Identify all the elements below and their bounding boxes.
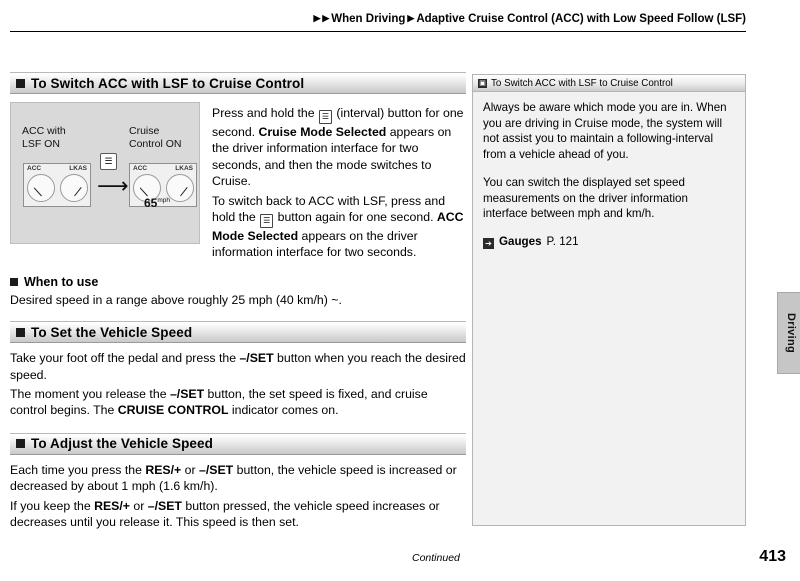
cluster-indicator-row bbox=[130, 164, 196, 172]
text-fragment: If you keep the bbox=[10, 498, 95, 513]
text-fragment: button, the set speed is fixed, and cruise control begins. The bbox=[10, 387, 428, 418]
set-speed-readout bbox=[144, 196, 170, 210]
note-title: To Switch ACC with LSF to Cruise Control bbox=[491, 77, 673, 89]
text-fragment: or bbox=[129, 498, 148, 513]
text-emphasis-set-button: –/SET bbox=[169, 387, 205, 402]
indicator-lkas: LKAS bbox=[69, 165, 87, 172]
breadcrumb-arrow-1: ▶ bbox=[313, 12, 321, 23]
bullet-square-icon bbox=[10, 278, 18, 286]
indicator-lkas: LKAS bbox=[175, 165, 193, 172]
section-heading-adjust-speed bbox=[10, 433, 466, 455]
figure-label-right bbox=[129, 125, 182, 150]
subsection-title: When to use bbox=[24, 274, 99, 289]
figure-label-right-line2: Control ON bbox=[129, 137, 182, 150]
text-fragment: or bbox=[181, 462, 200, 477]
cluster-indicator-row bbox=[24, 164, 90, 172]
interval-button-glyph-icon: ☰ bbox=[260, 214, 273, 228]
text-emphasis-set-button: –/SET bbox=[199, 462, 234, 477]
paragraph-when-to-use: Desired speed in a range above roughly 25 mph (40 km/h) ~. bbox=[10, 292, 342, 307]
cluster-gauges bbox=[130, 172, 196, 210]
paragraph-switch-to-cruise bbox=[212, 105, 466, 190]
cross-reference-page: P. 121 bbox=[546, 234, 579, 248]
breadcrumb bbox=[313, 8, 746, 30]
header-divider bbox=[10, 31, 746, 32]
text-emphasis-set-button: –/SET bbox=[239, 351, 274, 366]
text-emphasis-cruise-control-indicator: CRUISE CONTROL bbox=[117, 403, 229, 418]
paragraph-set-speed-1 bbox=[10, 350, 466, 383]
bullet-square-icon bbox=[16, 439, 25, 448]
section-title: To Set the Vehicle Speed bbox=[31, 324, 193, 340]
text-fragment: appears on the driver information interface for two seconds. bbox=[212, 229, 418, 260]
note-header bbox=[473, 75, 745, 92]
section-title: To Switch ACC with LSF to Cruise Control bbox=[31, 75, 305, 91]
text-fragment: Take your foot off the pedal and press the bbox=[10, 351, 240, 366]
paragraph-switch-back-to-acc bbox=[212, 193, 466, 261]
figure-mode-switch bbox=[10, 102, 200, 244]
cross-reference-gauges[interactable] bbox=[483, 235, 735, 248]
note-paragraph-2: You can switch the displayed set speed measurements on the driver information interface between mph and km/h. bbox=[483, 176, 688, 220]
text-fragment: button again for one second. bbox=[274, 210, 437, 225]
indicator-acc: ACC bbox=[133, 165, 148, 172]
continued-label: Continued bbox=[412, 552, 460, 564]
interval-button-icon: ☰ bbox=[100, 153, 117, 170]
sidebar-note-column bbox=[472, 74, 746, 526]
note-body bbox=[473, 92, 745, 258]
figure-label-right-line1: Cruise bbox=[129, 125, 160, 137]
arrow-right-icon: ➔ bbox=[483, 238, 494, 249]
section-title: To Adjust the Vehicle Speed bbox=[31, 436, 213, 452]
text-fragment: button when you reach the desired speed. bbox=[10, 351, 466, 382]
set-speed-unit: mph bbox=[157, 197, 171, 204]
note-box bbox=[472, 74, 746, 526]
note-paragraph-1: Always be aware which mode you are in. When you are driving in Cruise mode, the system will not assist you to maintain a following-interval from a vehicle ahead of you. bbox=[483, 101, 727, 161]
interval-button-glyph-icon: ☰ bbox=[319, 110, 332, 124]
figure-and-text-row bbox=[10, 102, 466, 261]
paragraph-adjust-speed-1 bbox=[10, 462, 466, 495]
section-heading-switch-acc bbox=[10, 72, 466, 94]
breadcrumb-arrow-2: ▶ bbox=[322, 12, 330, 23]
figure-label-left bbox=[22, 125, 66, 150]
text-fragment: button, the vehicle speed is increased or decreased by about 1 mph (1.6 km/h). bbox=[10, 462, 457, 494]
chapter-tab-label: Driving bbox=[785, 313, 797, 353]
text-fragment: Press and hold the bbox=[212, 106, 318, 120]
switch-instructions bbox=[212, 102, 466, 261]
cross-reference-title: Gauges bbox=[499, 234, 542, 248]
text-emphasis-res-button: RES/+ bbox=[145, 462, 182, 477]
transition-arrow-icon: ⟶ bbox=[97, 174, 129, 199]
note-marker-icon: ▣ bbox=[479, 78, 486, 87]
set-speed-value: 65 bbox=[144, 196, 158, 210]
speedometer-gauge-icon bbox=[60, 174, 88, 202]
figure-label-left-line2: LSF ON bbox=[22, 137, 60, 150]
tachometer-gauge-icon bbox=[27, 174, 55, 202]
subsection-heading-when-to-use bbox=[10, 275, 466, 289]
page-number: 413 bbox=[759, 548, 786, 565]
figure-label-left-line1: ACC with bbox=[22, 125, 66, 137]
speedometer-gauge-icon bbox=[166, 174, 194, 202]
text-emphasis-acc-mode-selected: ACC Mode Selected bbox=[212, 210, 464, 244]
cluster-gauges bbox=[24, 172, 90, 202]
paragraph-set-speed-2 bbox=[10, 386, 466, 419]
main-content bbox=[10, 72, 466, 531]
text-fragment: (interval) button for one second. bbox=[212, 106, 464, 139]
text-fragment: appears on the driver information interface for two seconds, and then the mode switches to Cruise. bbox=[212, 125, 452, 189]
text-fragment: The moment you release the bbox=[10, 387, 170, 402]
breadcrumb-item-acc-lsf: Adaptive Cruise Control (ACC) with Low Speed Follow (LSF) bbox=[416, 13, 746, 25]
text-fragment: indicator comes on. bbox=[228, 403, 339, 418]
text-emphasis-cruise-mode-selected: Cruise Mode Selected bbox=[258, 125, 387, 139]
paragraph-adjust-speed-2 bbox=[10, 498, 466, 531]
text-emphasis-res-button: RES/+ bbox=[94, 498, 130, 513]
text-fragment: To switch back to ACC with LSF, press and hold the bbox=[212, 193, 446, 225]
breadcrumb-arrow-3: ▶ bbox=[407, 12, 415, 23]
text-emphasis-set-button: –/SET bbox=[147, 498, 182, 513]
section-heading-set-speed bbox=[10, 321, 466, 343]
text-fragment: button pressed, the vehicle speed increases or decreases until you release it. This speed is then set. bbox=[10, 498, 440, 530]
bullet-square-icon bbox=[16, 79, 25, 88]
text-fragment: Each time you press the bbox=[10, 462, 146, 477]
indicator-acc: ACC bbox=[27, 165, 42, 172]
bullet-square-icon bbox=[16, 328, 25, 337]
breadcrumb-item-when-driving: When Driving bbox=[331, 13, 406, 25]
gauge-cluster-acc-on bbox=[23, 163, 91, 207]
gauge-cluster-cruise-on bbox=[129, 163, 197, 210]
